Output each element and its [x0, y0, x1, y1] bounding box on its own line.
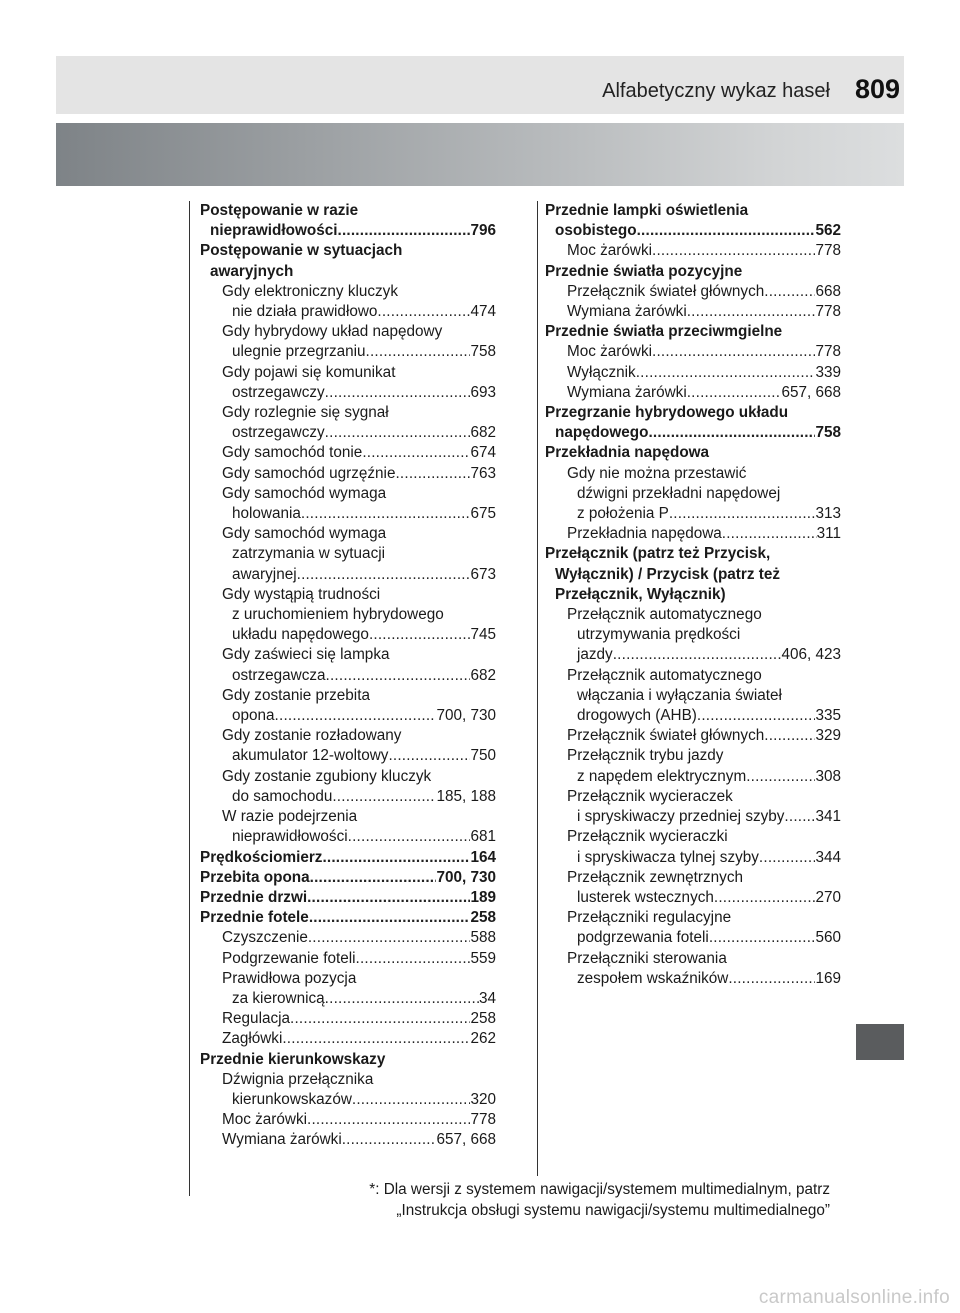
page-ref: 258 [470, 909, 496, 927]
entry-text: Podgrzewanie foteli [222, 949, 356, 967]
page-ref: 778 [815, 303, 841, 321]
entry-text: akumulator 12-woltowy [232, 747, 389, 765]
entry-text: Czyszczenie [222, 929, 308, 947]
page-ref: 185, 188 [436, 787, 496, 805]
entry-text: Gdy samochód ugrzęźnie [222, 464, 396, 482]
index-entry[interactable] [545, 767, 841, 787]
entry-text: Gdy samochód tonie [222, 444, 363, 462]
page-ref: 700, 730 [436, 707, 496, 725]
page-ref: 311 [816, 525, 841, 543]
dot-leader [352, 1090, 471, 1110]
entry-text: nieprawidłowości [210, 222, 338, 240]
index-entry[interactable] [545, 302, 841, 322]
page-ref: 657, 668 [781, 383, 841, 401]
page-ref: 673 [470, 565, 496, 583]
index-entry[interactable] [200, 1029, 496, 1049]
index-entry[interactable] [200, 423, 496, 443]
index-subentry: Dźwignia przełącznika [222, 1070, 374, 1088]
dot-leader [332, 787, 436, 807]
index-subentry: Prawidłowa pozycja [222, 969, 357, 987]
page-ref: 796 [470, 222, 496, 240]
page-ref: 778 [815, 242, 841, 260]
page-title: Alfabetyczny wykaz haseł [602, 80, 830, 102]
dot-leader [362, 443, 470, 463]
dot-leader [307, 1110, 470, 1130]
index-entry[interactable] [545, 706, 841, 726]
page-ref: 682 [470, 666, 496, 684]
watermark: carmanualsonline.info [758, 1287, 950, 1308]
dot-leader [613, 645, 782, 665]
index-subentry: Gdy pojawi się komunikat [222, 363, 396, 381]
entry-text: Przełącznik świateł głównych [567, 727, 765, 745]
dot-leader [307, 888, 470, 908]
index-entry[interactable] [200, 666, 496, 686]
entry-text: i spryskiwacza tylnej szyby [577, 848, 759, 866]
dot-leader [395, 464, 470, 484]
dot-leader [784, 807, 815, 827]
index-entry[interactable] [200, 949, 496, 969]
entry-text: holowania [232, 505, 301, 523]
page-ref: 329 [815, 727, 841, 745]
index-entry[interactable] [200, 1009, 496, 1029]
entry-text: Przekładnia napędowa [567, 525, 722, 543]
dot-leader [764, 282, 815, 302]
dot-leader [342, 1130, 437, 1150]
entry-text: Przebita opona [200, 868, 310, 886]
page-ref: 344 [815, 848, 841, 866]
index-subentry: Przełącznik automatycznego [567, 606, 762, 624]
index-heading: Przednie światła przeciwmgielne [545, 323, 783, 341]
index-entry[interactable] [200, 1130, 496, 1150]
entry-text: Moc żarówki [567, 343, 652, 361]
entry-text: Prędkościomierz [200, 848, 323, 866]
index-heading: Przegrzanie hybrydowego układu [545, 404, 789, 422]
index-subentry: Gdy zostanie zgubiony kluczyk [222, 767, 432, 785]
entry-text: układu napędowego [232, 626, 369, 644]
index-subentry: W razie podejrzenia [222, 808, 358, 826]
index-entry[interactable] [200, 625, 496, 645]
dot-leader [669, 504, 816, 524]
page-ref: 270 [815, 888, 841, 906]
dot-leader [310, 868, 437, 888]
entry-text: Wymiana żarówki [567, 303, 687, 321]
page-ref: 474 [470, 303, 496, 321]
index-entry[interactable] [545, 969, 841, 989]
page-ref: 339 [815, 363, 841, 381]
entry-text: do samochodu [232, 787, 333, 805]
index-heading: Przełącznik (patrz też Przycisk, [545, 545, 771, 563]
index-subentry-cont: zatrzymania w sytuacji [232, 545, 386, 563]
dot-leader [759, 848, 816, 868]
entry-text: ulegnie przegrzaniu [232, 343, 366, 361]
column-divider-middle [537, 201, 538, 1176]
entry-text: Przełącznik świateł głównych [567, 282, 765, 300]
page-ref: 406, 423 [781, 646, 841, 664]
index-subentry: Gdy samochód wymaga [222, 484, 387, 502]
index-subentry: Gdy nie można przestawić [567, 464, 747, 482]
entry-text: drogowych (AHB) [577, 707, 697, 725]
dot-leader [366, 342, 471, 362]
entry-text: z napędem elektrycznym [577, 767, 747, 785]
index-entry[interactable] [200, 302, 496, 322]
footnote [369, 1179, 830, 1221]
index-entry[interactable] [200, 504, 496, 524]
dot-leader [709, 928, 816, 948]
index-subentry: Gdy samochód wymaga [222, 525, 387, 543]
dot-leader [282, 1029, 470, 1049]
dot-leader [388, 746, 470, 766]
index-subentry-cont: dźwigni przekładni napędowej [577, 484, 781, 502]
dot-leader [369, 625, 471, 645]
index-subentry: Przełącznik wycieraczki [567, 828, 728, 846]
dot-leader [356, 949, 471, 969]
page-number: 809 [854, 74, 900, 104]
index-entry[interactable] [200, 928, 496, 948]
index-entry[interactable] [545, 221, 841, 241]
page-ref: 668 [815, 282, 841, 300]
page-ref: 588 [470, 929, 496, 947]
footnote-line-2: „Instrukcja obsługi systemu nawigacji/systemu multimedialnego” [396, 1202, 830, 1219]
index-subentry: Gdy elektroniczny kluczyk [222, 282, 398, 300]
dot-leader [746, 767, 815, 787]
entry-text: Regulacja [222, 1010, 291, 1028]
entry-text: Zagłówki [222, 1030, 283, 1048]
dot-leader [326, 666, 471, 686]
index-subentry: Przełączniki sterowania [567, 949, 727, 967]
index-entry[interactable] [545, 848, 841, 868]
entry-text: Wymiana żarówki [567, 383, 687, 401]
page-ref: 320 [470, 1090, 496, 1108]
entry-text: Wyłącznik [567, 363, 636, 381]
dot-leader [722, 524, 817, 544]
index-entry[interactable] [545, 807, 841, 827]
entry-text: z położenia P [577, 505, 669, 523]
page-ref: 262 [470, 1030, 496, 1048]
dot-leader [325, 423, 471, 443]
dot-leader [290, 1009, 470, 1029]
dot-leader [714, 888, 816, 908]
index-entry[interactable] [200, 706, 496, 726]
index-entry[interactable] [200, 848, 496, 868]
page-ref: 758 [815, 424, 841, 442]
entry-text: Przednie fotele [200, 909, 309, 927]
index-subentry: Gdy rozlegnie się sygnał [222, 404, 389, 422]
footnote-line-1: *: Dla wersji z systemem nawigacji/systemem multimedialnym, patrz [369, 1181, 830, 1198]
dot-leader [338, 221, 471, 241]
index-entry[interactable] [200, 888, 496, 908]
index-entry[interactable] [545, 342, 841, 362]
entry-text: zespołem wskaźników [577, 969, 729, 987]
page-ref: 700, 730 [436, 868, 496, 886]
page-ref: 335 [815, 707, 841, 725]
index-entry[interactable] [200, 443, 496, 463]
page-ref: 313 [815, 505, 841, 523]
entry-text: Przednie drzwi [200, 888, 308, 906]
index-subentry: Przełącznik trybu jazdy [567, 747, 724, 765]
entry-text: ostrzegawczy [232, 383, 325, 401]
index-subentry: Gdy wystąpią trudności [222, 585, 381, 603]
entry-text: kierunkowskazów [232, 1090, 352, 1108]
index-subentry-cont: włączania i wyłączania świateł [577, 686, 782, 704]
dot-leader [309, 908, 471, 928]
dot-leader [687, 383, 782, 403]
index-entry[interactable] [545, 524, 841, 544]
index-column-left [200, 201, 496, 1151]
dot-leader [325, 989, 479, 1009]
index-heading-cont: Przełącznik, Wyłącznik) [555, 585, 726, 603]
dot-leader [728, 969, 815, 989]
index-column-right [545, 201, 841, 989]
dot-leader [652, 342, 815, 362]
page-ref: 169 [815, 969, 841, 987]
page-ref: 657, 668 [436, 1131, 496, 1149]
entry-text: Wymiana żarówki [222, 1131, 342, 1149]
index-entry[interactable] [200, 221, 496, 241]
dot-leader [652, 241, 815, 261]
section-tab-marker [856, 1024, 904, 1060]
dot-leader [377, 302, 470, 322]
index-entry[interactable] [200, 383, 496, 403]
page-ref: 681 [470, 828, 496, 846]
page-ref: 682 [470, 424, 496, 442]
index-heading: Postępowanie w razie [200, 202, 359, 219]
index-subentry: Przełącznik wycieraczek [567, 787, 733, 805]
index-entry[interactable] [545, 423, 841, 443]
entry-text: ostrzegawczy [232, 424, 325, 442]
entry-text: podgrzewania foteli [577, 929, 709, 947]
dot-leader [348, 827, 471, 847]
dot-leader [636, 363, 816, 383]
index-subentry: Przełączniki regulacyjne [567, 909, 732, 927]
entry-text: awaryjnej [232, 565, 297, 583]
index-entry[interactable] [545, 241, 841, 261]
page-ref: 562 [815, 222, 841, 240]
dot-leader [637, 221, 816, 241]
page-ref: 750 [470, 747, 496, 765]
index-heading: Przekładnia napędowa [545, 444, 710, 462]
index-heading: Przednie lampki oświetlenia [545, 202, 749, 219]
page-ref: 308 [815, 767, 841, 785]
page-ref: 189 [470, 888, 496, 906]
index-entry[interactable] [545, 383, 841, 403]
entry-text: Moc żarówki [222, 1111, 307, 1129]
index-entry[interactable] [545, 928, 841, 948]
dot-leader [308, 928, 471, 948]
entry-text: i spryskiwaczy przedniej szyby [577, 808, 785, 826]
index-entry[interactable] [200, 868, 496, 888]
index-subentry: Gdy hybrydowy układ napędowy [222, 323, 443, 341]
entry-text: nieprawidłowości [232, 828, 348, 846]
index-heading-cont: Wyłącznik) / Przycisk (patrz też [555, 565, 781, 583]
dot-leader [687, 302, 816, 322]
dot-leader [297, 565, 471, 585]
dot-leader [322, 848, 470, 868]
index-entry[interactable] [545, 504, 841, 524]
page-ref: 778 [470, 1111, 496, 1129]
index-subentry-cont: z uruchomieniem hybrydowego [232, 606, 444, 624]
page-ref: 560 [815, 929, 841, 947]
entry-text: napędowego [555, 424, 649, 442]
entry-text: opona [232, 707, 275, 725]
entry-text: Moc żarówki [567, 242, 652, 260]
gradient-band [56, 123, 904, 186]
index-entry[interactable] [200, 989, 496, 1009]
index-entry[interactable] [200, 1090, 496, 1110]
index-entry[interactable] [545, 282, 841, 302]
index-heading: Przednie światła pozycyjne [545, 262, 743, 280]
index-entry[interactable] [545, 888, 841, 908]
page-ref: 675 [470, 505, 496, 523]
index-heading-cont: awaryjnych [210, 262, 294, 280]
entry-text: lusterek wstecznych [577, 888, 714, 906]
page-ref: 693 [470, 383, 496, 401]
dot-leader [697, 706, 816, 726]
dot-leader [275, 706, 437, 726]
page-ref: 745 [470, 626, 496, 644]
entry-text: osobistego [555, 222, 637, 240]
dot-leader [648, 423, 815, 443]
page-ref: 559 [470, 949, 496, 967]
index-entry[interactable] [200, 565, 496, 585]
page-ref: 341 [815, 808, 841, 826]
index-entry[interactable] [200, 787, 496, 807]
index-subentry: Gdy zaświeci się lampka [222, 646, 390, 664]
index-heading: Postępowanie w sytuacjach [200, 242, 403, 260]
page-ref: 758 [470, 343, 496, 361]
entry-text: jazdy [577, 646, 613, 664]
dot-leader [301, 504, 471, 524]
index-entry[interactable] [545, 645, 841, 665]
entry-text: nie działa prawidłowo [232, 303, 378, 321]
entry-text: ostrzegawcza [232, 666, 326, 684]
index-entry[interactable] [545, 363, 841, 383]
index-entry[interactable] [200, 464, 496, 484]
index-subentry: Przełącznik zewnętrznych [567, 868, 743, 886]
dot-leader [764, 726, 815, 746]
index-entry[interactable] [200, 908, 496, 928]
page-ref: 674 [470, 444, 496, 462]
page-ref: 778 [815, 343, 841, 361]
index-heading: Przednie kierunkowskazy [200, 1050, 386, 1068]
page-ref: 258 [470, 1010, 496, 1028]
index-entry[interactable] [200, 827, 496, 847]
index-entry[interactable] [200, 746, 496, 766]
index-subentry: Przełącznik automatycznego [567, 666, 762, 684]
index-entry[interactable] [200, 342, 496, 362]
dot-leader [325, 383, 471, 403]
column-divider-left [189, 201, 190, 1196]
index-entry[interactable] [200, 1110, 496, 1130]
page-ref: 34 [478, 989, 496, 1007]
page-ref: 763 [470, 464, 496, 482]
index-subentry: Gdy zostanie rozładowany [222, 727, 402, 745]
index-subentry-cont: utrzymywania prędkości [577, 626, 741, 644]
page-ref: 164 [470, 848, 496, 866]
index-entry[interactable] [545, 726, 841, 746]
index-subentry: Gdy zostanie przebita [222, 686, 370, 704]
entry-text: za kierownicą [232, 989, 325, 1007]
